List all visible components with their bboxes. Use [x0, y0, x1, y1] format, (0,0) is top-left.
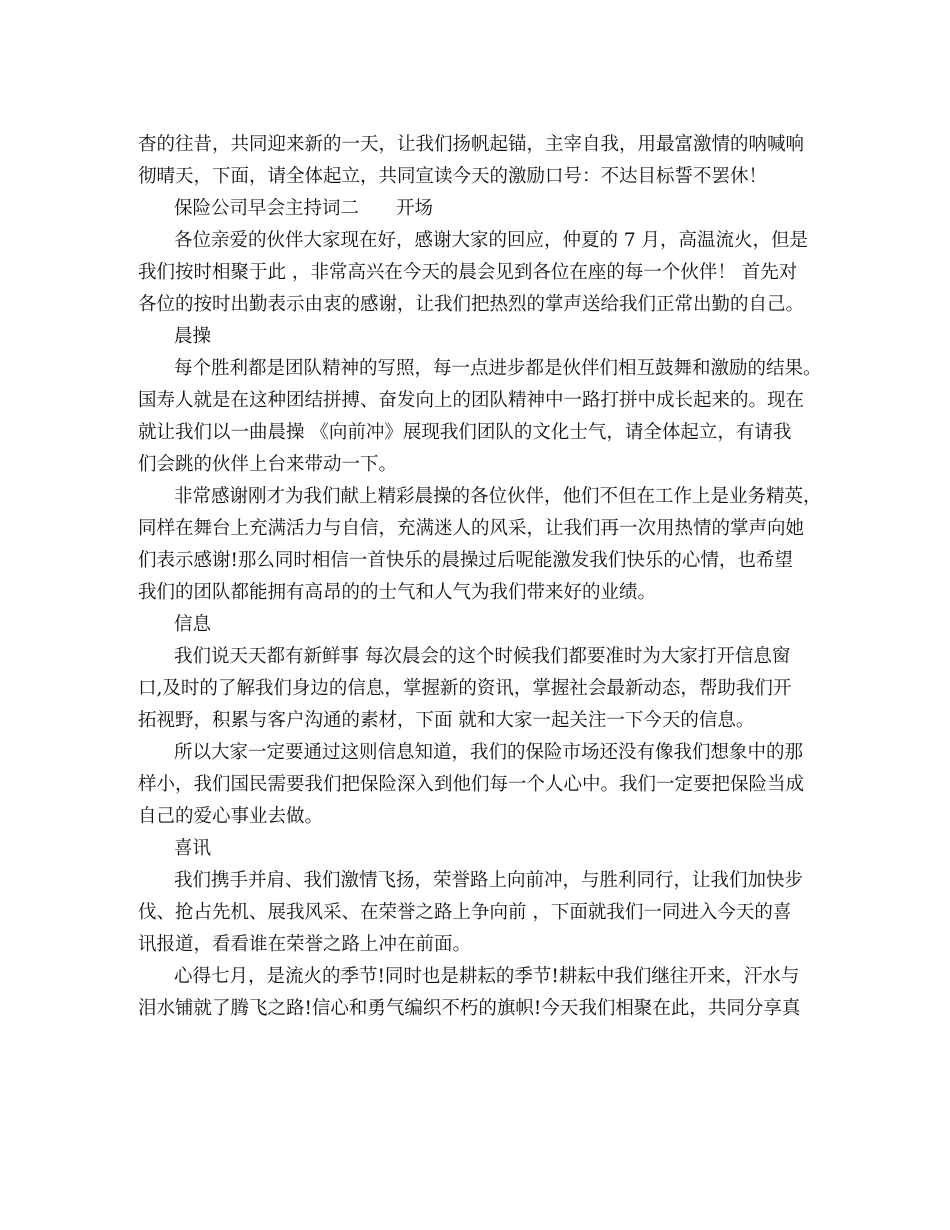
paragraph-line: 样小，我们国民需要我们把保险深入到他们每一个人心中。我们一定要把保险当成 [138, 774, 805, 795]
document-body [138, 129, 822, 1025]
paragraph-line: 口,及时的了解我们身边的信息，掌握新的资讯，掌握社会最新动态，帮助我们开 [138, 678, 792, 699]
paragraph-first-line: 晨操 [174, 326, 212, 347]
paragraph-first-line: 信息 [174, 614, 212, 635]
paragraph-line: 国寿人就是在这种团结拼搏、奋发向上的团队精神中一路打拼中成长起来的。现在 [138, 390, 805, 411]
paragraph-first-line: 每个胜利都是团队精神的写照，每一点进步都是伙伴们相互鼓舞和激励的结果。 [174, 358, 822, 379]
paragraph-line: 讯报道，看看谁在荣誉之路上冲在前面。 [138, 934, 472, 955]
paragraph-line: 就让我们以一曲晨操 《向前冲》展现我们团队的文化士气，请全体起立，有请我 [138, 422, 792, 443]
paragraph-line: 泪水铺就了腾飞之路!信心和勇气编织不朽的旗帜!今天我们相聚在此，共同分享真 [138, 998, 801, 1019]
paragraph-line: 伐、抢占先机、展我风采、在荣誉之路上争向前 ，下面就我们一同进入今天的喜 [138, 902, 792, 923]
paragraph-line: 彻晴天，下面，请全体起立，共同宣读今天的激励口号：不达目标誓不罢休！ [138, 166, 768, 187]
paragraph-first-line: 喜讯 [174, 838, 212, 859]
paragraph-first-line: 我们说天天都有新鲜事 每次晨会的这个时候我们都要准时为大家打开信息窗 [174, 646, 791, 667]
paragraph-line: 各位的按时出勤表示由衷的感谢，让我们把热烈的掌声送给我们正常出勤的自己。 [138, 294, 805, 315]
paragraph-first-line: 各位亲爱的伙伴大家现在好，感谢大家的回应，仲夏的 7 月，高温流火，但是 [174, 230, 809, 251]
paragraph-line: 杳的往昔，共同迎来新的一天，让我们扬帆起锚，主宰自我，用最富激情的呐喊响 [138, 134, 805, 155]
paragraph-line: 们表示感谢!那么同时相信一首快乐的晨操过后呢能激发我们快乐的心情，也希望 [138, 550, 793, 571]
paragraph-line: 自己的爱心事业去做。 [138, 806, 324, 827]
paragraph-first-line: 我们携手并肩、我们激情飞扬，荣誉路上向前冲，与胜利同行，让我们加快步 [174, 870, 804, 891]
paragraph-first-line: 心得七月，是流火的季节!同时也是耕耘的季节!耕耘中我们继往开来，汗水与 [174, 966, 800, 987]
paragraph-first-line: 非常感谢刚才为我们献上精彩晨操的各位伙伴，他们不但在工作上是业务精英， [174, 486, 822, 507]
paragraph-line: 我们按时相聚于此 ，非常高兴在今天的晨会见到各位在座的每一个伙伴！ 首先对 [138, 262, 798, 283]
paragraph-first-line: 保险公司早会主持词二 开场 [174, 198, 434, 219]
paragraph-line: 们会跳的伙伴上台来带动一下。 [138, 454, 398, 475]
paragraph-line: 拓视野，积累与客户沟通的素材，下面 就和大家一起关注一下今天的信息。 [138, 710, 755, 731]
paragraph-line: 同样在舞台上充满活力与自信，充满迷人的风采，让我们再一次用热情的掌声向她 [138, 518, 805, 539]
paragraph-line: 我们的团队都能拥有高昂的的士气和人气为我们带来好的业绩。 [138, 582, 657, 603]
paragraph-first-line: 所以大家一定要通过这则信息知道，我们的保险市场还没有像我们想象中的那 [174, 742, 804, 763]
